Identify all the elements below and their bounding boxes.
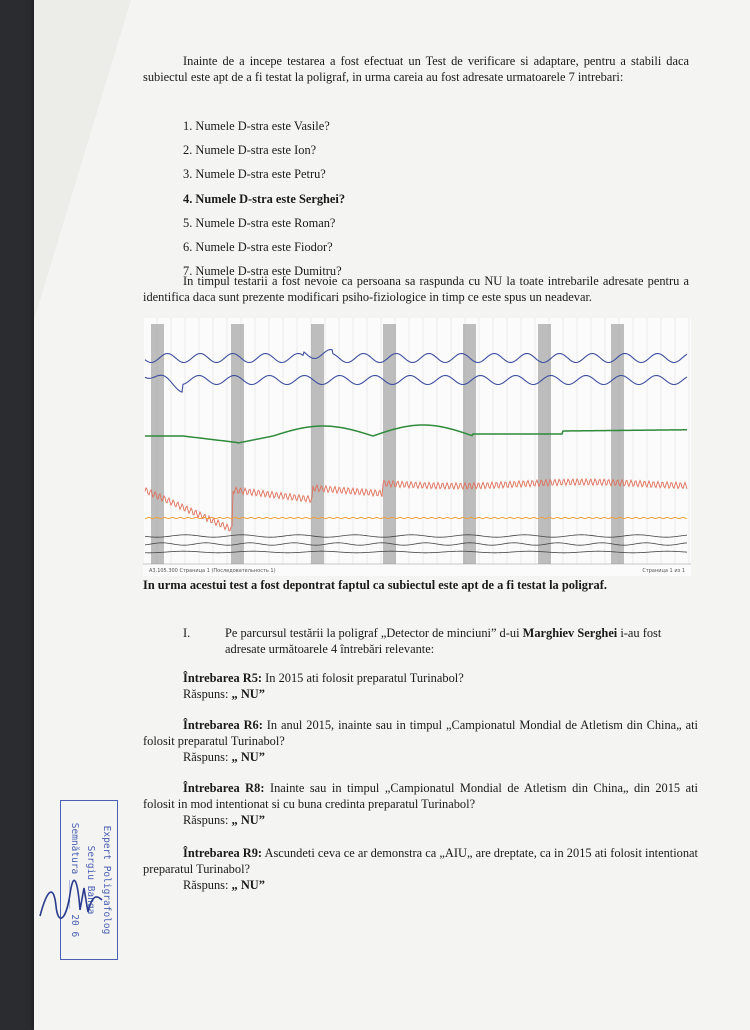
section-intro [225,626,697,657]
stamp-signature-line: Semnătura _____ 20 6 [69,822,80,938]
subject-name: Marghiev Serghei [522,626,618,640]
question-text: In anul 2015, inainte sau in timpul „Campionatul Mondial de Atletism din China„ ati folosit preparatul Turinabol? [143,718,698,749]
handwritten-signature [36,876,106,926]
question-band [463,324,476,564]
question-item-highlighted: 4. Numele D-stra este Serghei? [183,191,346,206]
question-text: In 2015 ati folosit preparatul Turinabol? [262,671,464,685]
question-item: 6. Numele D-stra este Fiodor? [183,239,333,254]
section-text-pre: Pe parcursul testării la poligraf „Detector de minciuni” d-ui [225,626,523,640]
relevant-question-r8 [143,780,698,828]
motion-trace-1 [145,535,687,537]
question-item: 5. Numele D-stra este Roman? [183,215,336,230]
chart-footer-right: Страница 1 из 1 [642,568,685,574]
cardio-trace [145,479,687,531]
question-item: 2. Numele D-stra este Ion? [183,143,317,158]
polygraph-chart-svg [143,318,691,576]
upper-pneumo-trace [145,350,687,363]
relevant-question-r9 [143,845,698,893]
question-text: Ascundeti ceva ce ar demonstra ca „AIU„ are dreptate, ca in 2015 ati folosit intentionat preparatul Turinabol? [143,846,699,877]
answer-label: Răspuns: [183,813,229,828]
question-text: Inainte sau in timpul „Campionatul Mondial de Atletism din China„ din 2015 ati folosit in mod intentionat si cu buna credinta preparatul Turinabol? [143,781,699,812]
chart-footer-left: A3.105.300 Cтраница 1 (Последовательность 1) [149,568,276,574]
answer-label: Răspuns: [183,687,229,702]
folded-corner [34,0,134,320]
question-label: Întrebarea R5: [183,671,263,685]
baseline-trace [145,517,687,518]
question-band [231,324,244,564]
gsr-trace [145,425,687,443]
answer-value: „ NU” [228,878,265,893]
stamp-expert-name: Sergiu Banga [85,845,96,915]
relevant-question-r5 [143,670,698,702]
question-item: 7. Numele D-stra este Dumitru? [183,264,342,279]
stamp-title: Expert Poligrafolog [101,825,112,935]
motion-trace-3 [145,551,687,553]
answer-value: „ NU” [228,687,265,702]
question-band [311,324,324,564]
answer-value: „ NU” [228,750,265,765]
relevant-question-r6 [143,717,698,765]
question-item: 3. Numele D-stra este Petru? [183,167,326,182]
question-label: Întrebarea R9: [183,846,263,860]
section-text-post: i-au fost adresate următoarele 4 întrebări relevante: [225,626,662,656]
question-label: Întrebarea R8: [183,781,265,795]
conclusion-text: In urma acestui test a fost depontrat faptul ca subiectul este apt de a fi testat la poligraf. [143,578,607,592]
question-label: Întrebarea R6: [183,718,263,732]
lower-pneumo-trace [145,375,687,392]
answer-label: Răspuns: [183,878,229,893]
answer-label: Răspuns: [183,750,229,765]
polygraph-chart [143,318,691,576]
intro-paragraph: Inainte de a incepe testarea a fost efectuat un Test de verificare si adaptare, pentru a stabili daca subiectul este apt de a fi testat la poligraf, in urma careia au fost adresate urmatoarele 7 intrebari: [143,54,689,84]
section-number: I. [183,626,191,640]
question-item: 1. Numele D-stra este Vasile? [183,119,330,133]
motion-trace-2 [145,543,687,545]
instruction-paragraph: In timpul testarii a fost nevoie ca persoana sa raspunda cu NU la toate intrebarile adresate pentru a identifica daca sunt prezente modificari psiho-fiziologice in timp ce este spus un neadevar. [143,274,689,304]
question-band [611,324,624,564]
answer-value: „ NU” [228,813,265,828]
physiological-traces [145,350,687,553]
verification-questions [183,118,345,287]
